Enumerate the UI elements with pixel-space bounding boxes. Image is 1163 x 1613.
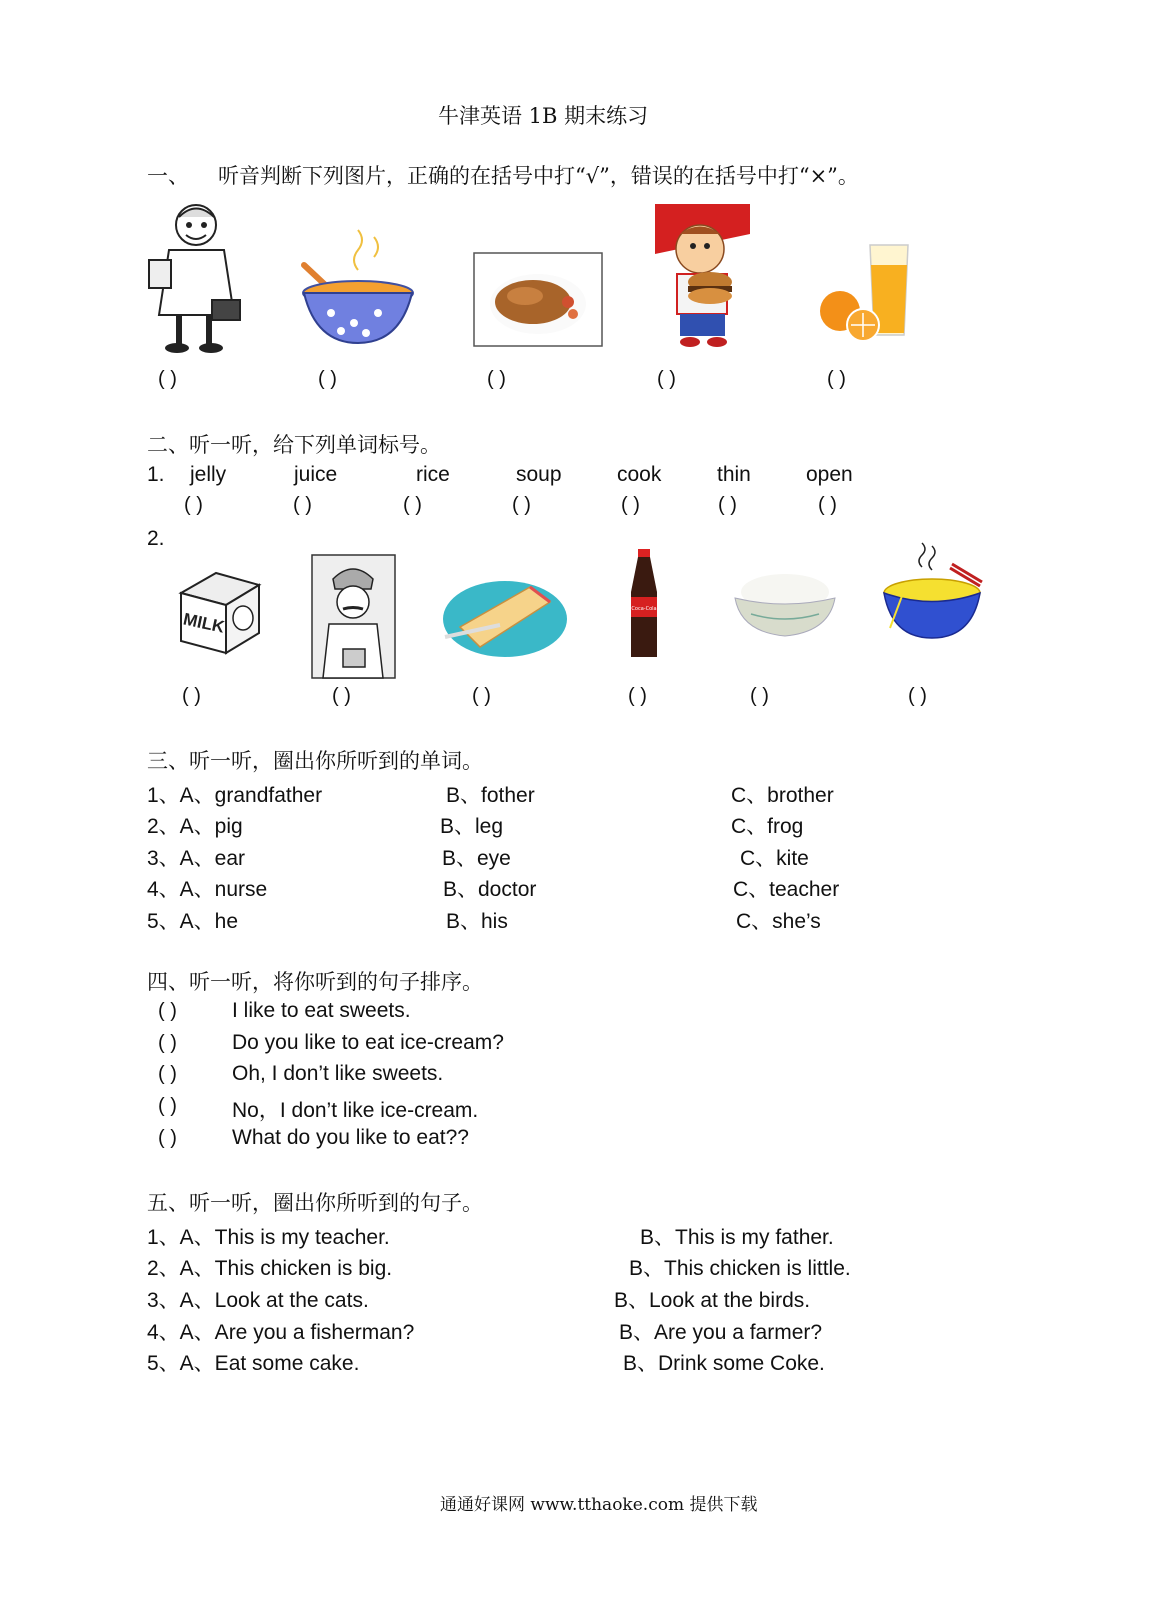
word-thin: thin bbox=[717, 463, 751, 486]
order-blank-4[interactable]: ( ) bbox=[158, 1095, 177, 1117]
q3-3-option-a[interactable]: 3、A、ear bbox=[147, 847, 246, 870]
q3-1-option-b[interactable]: B、fother bbox=[446, 784, 535, 807]
order-blank-5[interactable]: ( ) bbox=[158, 1127, 177, 1149]
word-rice: rice bbox=[416, 463, 450, 486]
q3-2-option-b[interactable]: B、leg bbox=[440, 815, 504, 838]
q3-3-option-c[interactable]: C、kite bbox=[740, 847, 809, 870]
word-blank-open[interactable]: ( ) bbox=[818, 494, 837, 516]
q3-1-option-c[interactable]: C、brother bbox=[731, 784, 834, 807]
rice-picture bbox=[731, 570, 839, 640]
q5-2-option-a[interactable]: 2、A、This chicken is big. bbox=[147, 1257, 393, 1280]
section3-heading: 三、听一听，圈出你所听到的单词。 bbox=[147, 749, 483, 773]
picture-blank-noodles[interactable]: ( ) bbox=[908, 685, 927, 707]
order-blank-1[interactable]: ( ) bbox=[158, 1000, 177, 1022]
cook-picture bbox=[311, 554, 396, 679]
q3-1-option-a[interactable]: 1、A、grandfather bbox=[147, 784, 323, 807]
sentence-2: Do you like to eat ice-cream? bbox=[232, 1031, 504, 1054]
section1-number: 一、 bbox=[147, 164, 189, 188]
soup-picture bbox=[296, 225, 416, 345]
coke-label-text: Coca-Cola bbox=[631, 606, 657, 612]
answer-blank-chicken[interactable]: ( ) bbox=[487, 368, 506, 390]
word-blank-juice[interactable]: ( ) bbox=[293, 494, 312, 516]
milk-picture bbox=[171, 563, 266, 658]
milk-carton-text: MILK bbox=[181, 609, 227, 637]
picture-blank-milk[interactable]: ( ) bbox=[182, 685, 201, 707]
q3-3-option-b[interactable]: B、eye bbox=[442, 847, 511, 870]
section2-heading: 二、听一听，给下列单词标号。 bbox=[147, 433, 441, 457]
word-soup: soup bbox=[516, 463, 562, 486]
noodles-picture bbox=[880, 538, 985, 643]
order-blank-3[interactable]: ( ) bbox=[158, 1063, 177, 1085]
doctor-picture bbox=[144, 195, 249, 360]
word-blank-jelly[interactable]: ( ) bbox=[184, 494, 203, 516]
word-blank-cook[interactable]: ( ) bbox=[621, 494, 640, 516]
chicken-picture bbox=[473, 252, 603, 347]
page-title: 牛津英语 1B 期末练习 bbox=[438, 104, 649, 128]
q3-4-option-c[interactable]: C、teacher bbox=[733, 878, 840, 901]
sentence-1: I like to eat sweets. bbox=[232, 999, 411, 1022]
answer-blank-doctor[interactable]: ( ) bbox=[158, 368, 177, 390]
q5-5-option-a[interactable]: 5、A、Eat some cake. bbox=[147, 1352, 360, 1375]
q3-5-option-c[interactable]: C、she’s bbox=[736, 910, 821, 933]
section2-part1-label: 1. bbox=[147, 463, 165, 486]
q5-1-option-a[interactable]: 1、A、This is my teacher. bbox=[147, 1226, 390, 1249]
word-blank-soup[interactable]: ( ) bbox=[512, 494, 531, 516]
q5-3-option-a[interactable]: 3、A、Look at the cats. bbox=[147, 1289, 369, 1312]
picture-blank-cook[interactable]: ( ) bbox=[332, 685, 351, 707]
section2-part2-label: 2. bbox=[147, 527, 165, 550]
q5-3-option-b[interactable]: B、Look at the birds. bbox=[614, 1289, 811, 1312]
section1-instruction: 听音判断下列图片，正确的在括号中打“√”，错误的在括号中打“×”。 bbox=[218, 164, 859, 188]
q3-4-option-b[interactable]: B、doctor bbox=[443, 878, 537, 901]
picture-blank-rice[interactable]: ( ) bbox=[750, 685, 769, 707]
sentence-4: No，I don’t like ice-cream. bbox=[232, 1099, 479, 1122]
answer-blank-juice[interactable]: ( ) bbox=[827, 368, 846, 390]
picture-blank-cake[interactable]: ( ) bbox=[472, 685, 491, 707]
q5-2-option-b[interactable]: B、This chicken is little. bbox=[629, 1257, 851, 1280]
q3-5-option-a[interactable]: 5、A、he bbox=[147, 910, 239, 933]
orange-juice-picture bbox=[818, 243, 913, 343]
word-blank-thin[interactable]: ( ) bbox=[718, 494, 737, 516]
q5-5-option-b[interactable]: B、Drink some Coke. bbox=[623, 1352, 825, 1375]
section5-heading: 五、听一听，圈出你所听到的句子。 bbox=[147, 1191, 483, 1215]
boy-with-burger-picture bbox=[655, 204, 750, 349]
footer-source: 通通好课网 www.tthaoke.com 提供下载 bbox=[440, 1495, 758, 1515]
word-jelly: jelly bbox=[190, 463, 227, 486]
cake-picture bbox=[440, 557, 570, 662]
sentence-3: Oh, I don’t like sweets. bbox=[232, 1062, 444, 1085]
word-blank-rice[interactable]: ( ) bbox=[403, 494, 422, 516]
q3-2-option-a[interactable]: 2、A、pig bbox=[147, 815, 243, 838]
order-blank-2[interactable]: ( ) bbox=[158, 1032, 177, 1054]
section4-heading: 四、听一听，将你听到的句子排序。 bbox=[147, 970, 483, 994]
answer-blank-soup[interactable]: ( ) bbox=[318, 368, 337, 390]
word-open: open bbox=[806, 463, 853, 486]
q5-4-option-a[interactable]: 4、A、Are you a fisherman? bbox=[147, 1321, 415, 1344]
q5-1-option-b[interactable]: B、This is my father. bbox=[640, 1226, 834, 1249]
coke-picture bbox=[624, 547, 664, 662]
answer-blank-burger[interactable]: ( ) bbox=[657, 368, 676, 390]
word-cook: cook bbox=[617, 463, 662, 486]
q3-2-option-c[interactable]: C、frog bbox=[731, 815, 804, 838]
word-juice: juice bbox=[294, 463, 338, 486]
q3-4-option-a[interactable]: 4、A、nurse bbox=[147, 878, 268, 901]
sentence-5: What do you like to eat?? bbox=[232, 1126, 469, 1149]
q3-5-option-b[interactable]: B、his bbox=[446, 910, 508, 933]
picture-blank-coke[interactable]: ( ) bbox=[628, 685, 647, 707]
q5-4-option-b[interactable]: B、Are you a farmer? bbox=[619, 1321, 823, 1344]
